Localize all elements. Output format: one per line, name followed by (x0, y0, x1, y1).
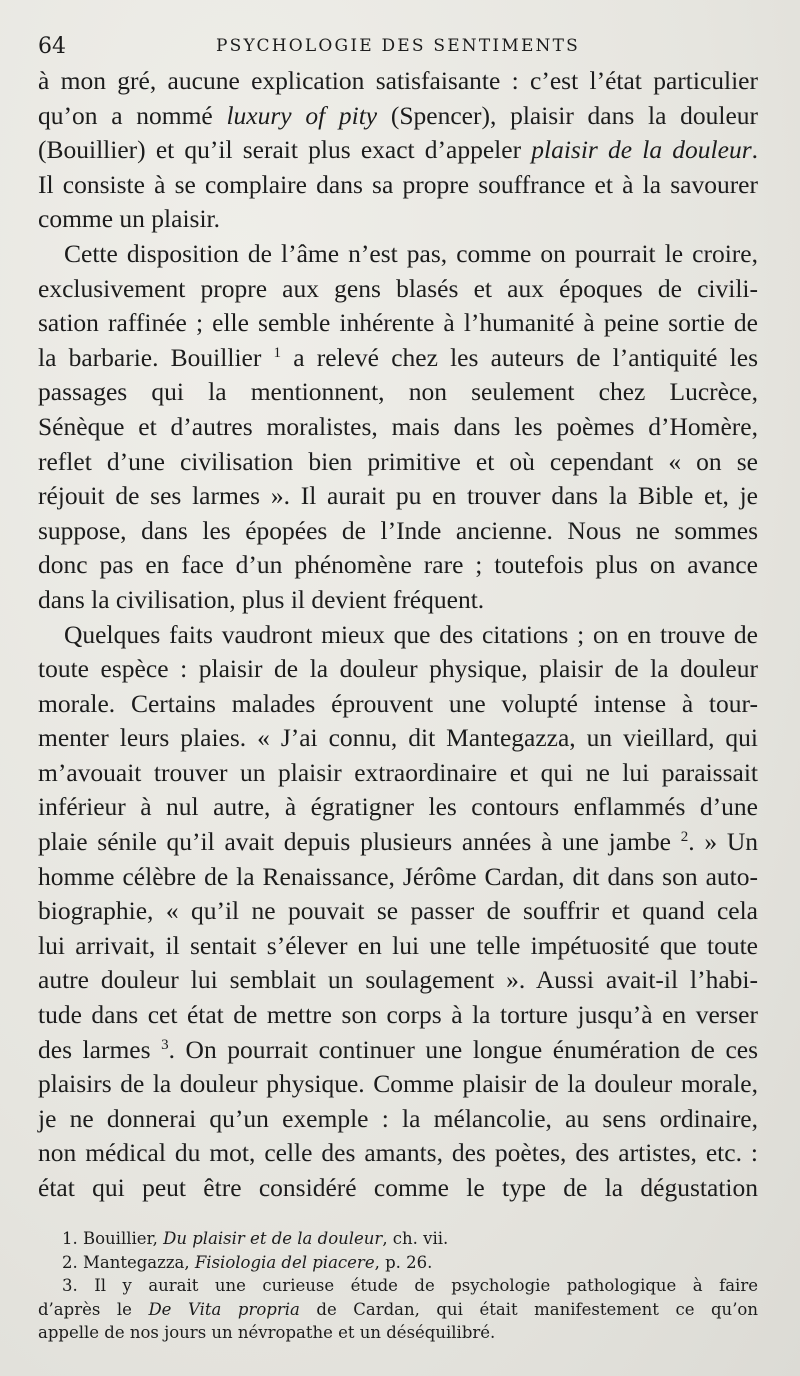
footnote-ref[interactable]: 3 (161, 1036, 169, 1053)
text-line: des larmes $^3$. On pourrait continuer une longue énumération de ces (38, 1034, 759, 1064)
text-line: dans la civilisation, plus il devient fréquent. (38, 584, 485, 614)
text-line: morale. Certains malades éprouvent une volupté intense à tour- (38, 688, 758, 718)
footnote-ref[interactable]: 1 (273, 344, 282, 361)
text-line: m’avouait trouver un plaisir extraordinaire et qui ne lui paraissait (38, 757, 758, 787)
text-line: qu’on a nommé luxury of pity (Spencer), plaisir dans la douleur (38, 100, 759, 130)
running-head: PSYCHOLOGIE DES SENTIMENTS (215, 36, 581, 56)
text-line: Quelques faits vaudront mieux que des citations ; on en trouve de (64, 619, 758, 649)
text-line: reflet d’une civilisation bien primitive et où cependant « on se (38, 446, 758, 476)
footnotes (38, 1227, 758, 1345)
page-number: 64 (38, 34, 66, 59)
text-line: Il consiste à se complaire dans sa propre souffrance et à la savourer (38, 169, 758, 199)
footnote-1: 1. Bouillier, Du plaisir et de la douleur, ch. vii. (62, 1229, 449, 1248)
text-line: réjouit de ses larmes ». Il aurait pu en trouver dans la Bible et, je (38, 481, 758, 511)
text-line: toute espèce : plaisir de la douleur physique, plaisir de la douleur (38, 654, 758, 684)
text-line: non médical du mot, celle des amants, des poètes, des artistes, etc. : (38, 1138, 758, 1168)
text-line: suppose, dans les épopées de l’Inde ancienne. Nous ne sommes (38, 515, 758, 545)
text-line: état qui peut être considéré comme le type de la dégustation (38, 1173, 758, 1202)
paragraph-1 (38, 64, 758, 237)
text-line: passages qui la mentionnent, non seulement chez Lucrèce, (38, 377, 758, 407)
text-line: (Bouillier) et qu’il serait plus exact d’appeler plaisir de la douleur. (38, 135, 758, 165)
text-line: comme un plaisir. (38, 204, 221, 234)
text-line: menter leurs plaies. « J’ai connu, dit Mantegazza, un vieillard, qui (38, 723, 758, 753)
text-line: plaie sénile qu’il avait depuis plusieurs années à une jambe $^2$. » Un (38, 827, 758, 857)
footnote-3-line: appelle de nos jours un névropathe et un déséquilibré. (38, 1323, 496, 1342)
text-line: donc pas en face d’un phénomène rare ; toutefois plus on avance (38, 550, 758, 580)
paragraph-2 (38, 237, 758, 618)
body-text (38, 64, 758, 1206)
footnote-3-line: 3. Il y aurait une curieuse étude de psychologie pathologique à faire (62, 1276, 758, 1295)
text-line: plaisirs de la douleur physique. Comme plaisir de la douleur morale, (38, 1069, 758, 1099)
book-page (38, 30, 759, 1342)
text-line: autre douleur lui semblait un soulagement ». Aussi avait-il l’habi- (38, 965, 758, 995)
text-line: Sénèque et d’autres moralistes, mais dans les poèmes d’Homère, (38, 411, 758, 441)
text-line: je ne donnerai qu’un exemple : la mélancolie, au sens ordinaire, (38, 1103, 758, 1133)
page-header (38, 30, 758, 64)
text-line: exclusivement propre aux gens blasés et aux époques de civili- (38, 273, 758, 303)
footnote-2: 2. Mantegazza, Fisiologia del piacere, p. 26. (62, 1252, 433, 1272)
text-line: tude dans cet état de mettre son corps à la torture jusqu’à en verser (38, 1000, 758, 1030)
paragraph-3 (38, 618, 758, 1206)
text-line: lui arrivait, il sentait s’élever en lui une telle impétuosité que toute (38, 930, 758, 960)
italic-term: luxury of pity (226, 100, 378, 130)
text-line: sation raffinée ; elle semble inhérente à l’humanité à peine sortie de (38, 308, 758, 338)
footnote-ref[interactable]: 2 (680, 829, 689, 846)
text-line: biographie, « qu’il ne pouvait se passer de souffrir et quand cela (38, 896, 758, 926)
footnote-3-line: d’après le De Vita propria de Cardan, qui était manifestement ce qu’on (38, 1299, 758, 1319)
text-line: à mon gré, aucune explication satisfaisante : c’est l’état particulier (38, 66, 758, 95)
text-line: homme célèbre de la Renaissance, Jérôme Cardan, dit dans son auto- (38, 861, 758, 891)
text-line: inférieur à nul autre, à égratigner les contours enflammés d’une (38, 792, 758, 822)
text-line: Cette disposition de l’âme n’est pas, comme on pourrait le croire, (64, 238, 758, 268)
italic-term: plaisir de la douleur (531, 135, 752, 165)
text-line: la barbarie. Bouillier $^1$ a relevé chez les auteurs de l’antiquité les (38, 342, 758, 372)
